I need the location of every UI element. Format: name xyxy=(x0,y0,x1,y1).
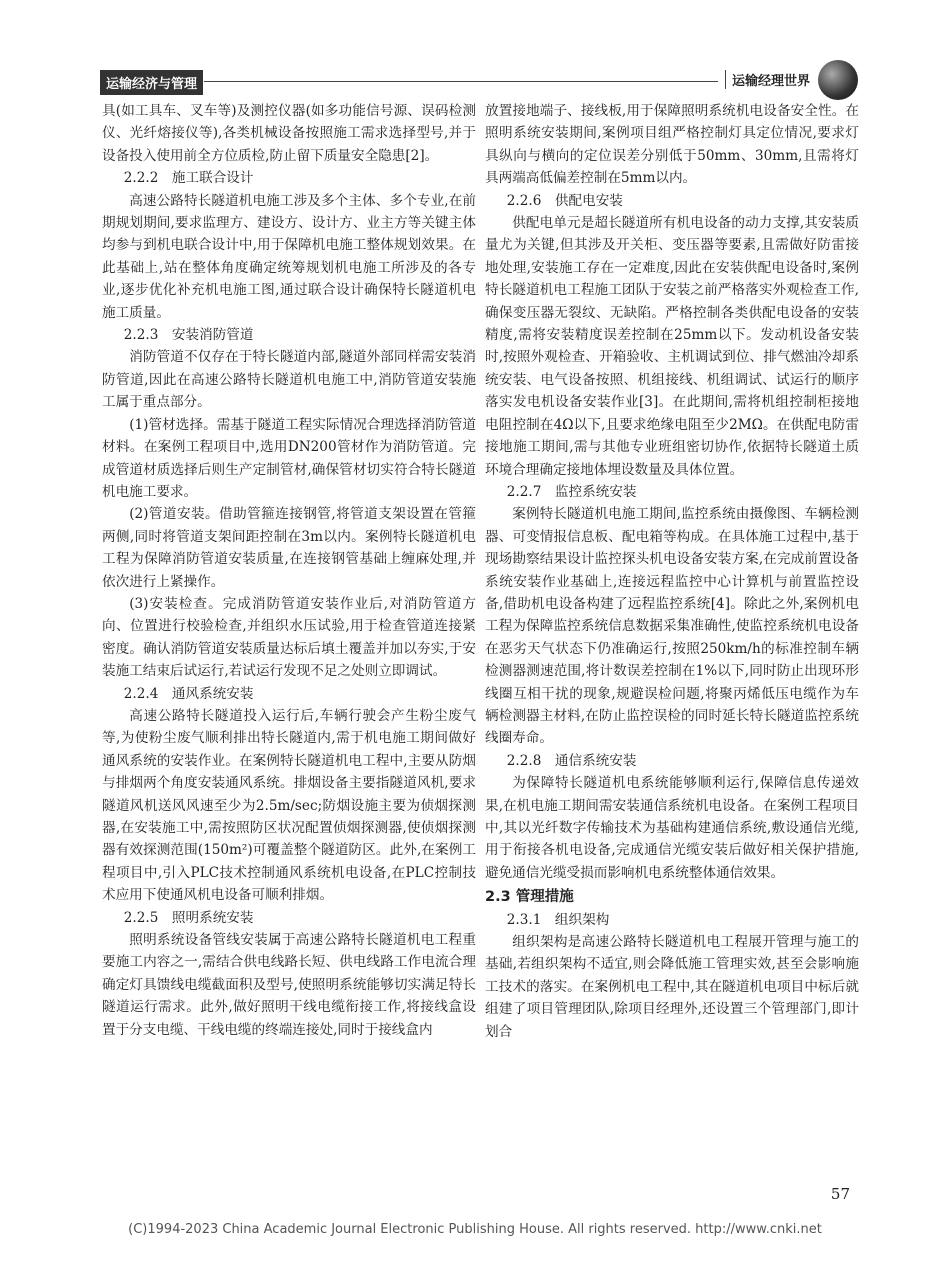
paragraph: (2)管道安装。借助管箍连接钢管,将管道支架设置在管箍两侧,同时将管道支架间距控制在3m以内。案例特长隧道机电工程为保障消防管道安装质量,在连接钢管基础上缠麻处理,并依次进行上紧操作。 xyxy=(102,506,476,590)
subsection-heading: 2.2.4 通风系统安装 xyxy=(123,685,254,702)
left-column xyxy=(102,100,476,1041)
subsection-heading: 2.2.5 照明系统安装 xyxy=(123,909,254,926)
paragraph: (1)管材选择。需基于隧道工程实际情况合理选择消防管道材料。在案例工程项目中,选用DN200管材作为消防管道。完成管道材质选择后则生产定制管材,确保管材切实符合特长隧道机电施工要求。 xyxy=(102,416,476,500)
right-column xyxy=(485,100,859,1043)
paragraph: 高速公路特长隧道投入运行后,车辆行驶会产生粉尘废气等,为使粉尘废气顺利排出特长隧道内,需于机电施工期间做好通风系统的安装作业。在案例特长隧道机电工程中,主要从防烟与排烟两个角度安装通风系统。排烟设备主要指隧道风机,要求隧道风机送风风速至少为2.5m/sec;防烟设施主要为侦烟探测器,在安装施工中,需按照防区状况配置侦烟探测器,使侦烟探测器有效探测范围(150m²)可覆盖整个隧道防区。此外,在案例工程项目中,引入PLC技术控制通风系统机电设备,在PLC控制技术应用下使通风机电设备可顺利排烟。 xyxy=(102,707,476,904)
subsection-heading: 2.2.8 通信系统安装 xyxy=(506,752,637,769)
paragraph: 为保障特长隧道机电系统能够顺利运行,保障信息传递效果,在机电施工期间需安装通信系统机电设备。在案例工程项目中,其以光纤数字传输技术为基础构建通信系统,敷设通信光缆,用于衔接各机电设备,完成通信光缆安装后做好相关保护措施,避免通信光缆受损而影响机电系统整体通信效果。 xyxy=(485,775,859,881)
subsection-heading: 2.2.6 供配电安装 xyxy=(506,192,623,209)
subsection-heading: 2.2.3 安装消防管道 xyxy=(123,327,254,344)
paragraph: 供配电单元是超长隧道所有机电设备的动力支撑,其安装质量尤为关键,但其涉及开关柜、变压器等要素,且需做好防雷接地处理,安装施工存在一定难度,因此在安装供配电设备时,案例特长隧道机电工程施工团队于安装之前严格落实外观检查工作,确保变压器无裂纹、无缺陷。严格控制各类供配电设备的安装精度,需将安装精度误差控制在25mm以下。发动机设备安装时,按照外观检查、开箱验收、主机调试到位、排气燃油冷却系统安装、电气设备按照、机组接线、机组调试、试运行的顺序落实发电机设备安装作业[3]。在此期间,需将机组控制柜接地电阻控制在4Ω以下,且要求绝缘电阻至少2MΩ。在供配电防雷接地施工期间,需与其他专业班组密切协作,依据特长隧道土质环境合理确定接地体埋设数量及具体位置。 xyxy=(485,215,859,478)
paragraph: 高速公路特长隧道机电施工涉及多个主体、多个专业,在前期规划期间,要求监理方、建设方、设计方、业主方等关键主体均参与到机电联合设计中,用于保障机电施工整体规划效果。在此基础上,站在整体角度确定统筹规划机电施工所涉及的各专业,逐步优化补充机电施工图,通过联合设计确保特长隧道机电施工质量。 xyxy=(102,192,476,321)
paragraph: 组织架构是高速公路特长隧道机电工程展开管理与施工的基础,若组织架构不适宜,则会降低施工管理实效,甚至会影响施工技术的落实。在案例机电工程中,其在隧道机电项目中标后就组建了项目管理团队,除项目经理外,还设置三个管理部门,即计划合 xyxy=(485,934,859,1040)
section-heading: 2.3 管理措施 xyxy=(485,889,574,906)
paragraph: (3)安装检查。完成消防管道安装作业后,对消防管道方向、位置进行校验检查,并组织水压试验,用于检查管道连接紧密度。确认消防管道安装质量达标后填土覆盖并加以夯实,于安装施工结束后试运行,若试运行发现不足之处则立即调试。 xyxy=(102,595,476,680)
subsection-heading: 2.2.7 监控系统安装 xyxy=(506,483,637,500)
copyright-footer: (C)1994-2023 China Academic Journal Electronic Publishing House. All rights reserved. http://www.cnki.net xyxy=(128,1222,822,1237)
paragraph: 照明系统设备管线安装属于高速公路特长隧道机电工程重要施工内容之一,需结合供电线路长短、供电线路工作电流合理确定灯具馈线电缆截面积及型号,使照明系统能够切实满足特长隧道运行需求。此外,做好照明干线电缆衔接工作,将接线盒设置于分支电缆、干线电缆的终端连接处,同时于接线盒内 xyxy=(102,932,476,1038)
page-number: 57 xyxy=(830,1185,850,1203)
paragraph: 放置接地端子、接线板,用于保障照明系统机电设备安全性。在照明系统安装期间,案例项目组严格控制灯具定位情况,要求灯具纵向与横向的定位误差分别低于50mm、30mm,且需将灯具两端高低偏差控制在5mm以内。 xyxy=(485,103,859,187)
subsection-heading: 2.3.1 组织架构 xyxy=(506,911,610,928)
paragraph: 案例特长隧道机电施工期间,监控系统由摄像图、车辆检测器、可变情报信息板、配电箱等构成。在具体施工过程中,基于现场勘察结果设计监控探头机电设备安装方案,在完成前置设备系统安装作业基础上,连接远程监控中心计算机与前置监控设备,借助机电设备构建了远程监控系统[4]。除此之外,案例机电工程为保障监控系统信息数据采集准确性,使监控系统机电设备在恶劣天气状态下仍准确运行,按照250km/h的标准控制车辆检测器测速范围,将计数误差控制在1%以下,同时防止出现环形线圈互相干扰的现象,规避误检问题,将聚丙烯低压电缆作为车辆检测器主材料,在防止监控误检的同时延长特长隧道监控系统线圈寿命。 xyxy=(485,506,859,747)
journal-title: 运输经理世界 xyxy=(725,70,810,89)
subsection-heading: 2.2.2 施工联合设计 xyxy=(123,170,254,187)
paragraph: 消防管道不仅存在于特长隧道内部,隧道外部同样需安装消防管道,因此在高速公路特长隧道机电施工中,消防管道安装施工属于重点部分。 xyxy=(102,349,476,411)
header-rule xyxy=(204,81,718,82)
globe-logo-icon xyxy=(818,60,858,100)
paragraph: 具(如工具车、叉车等)及测控仪器(如多功能信号源、误码检测仪、光纤熔接仪等),各类机械设备按照施工需求选择型号,并于设备投入使用前全方位质检,防止留下质量安全隐患[2]。 xyxy=(102,103,476,164)
section-tag: 运输经济与管理 xyxy=(100,70,203,95)
